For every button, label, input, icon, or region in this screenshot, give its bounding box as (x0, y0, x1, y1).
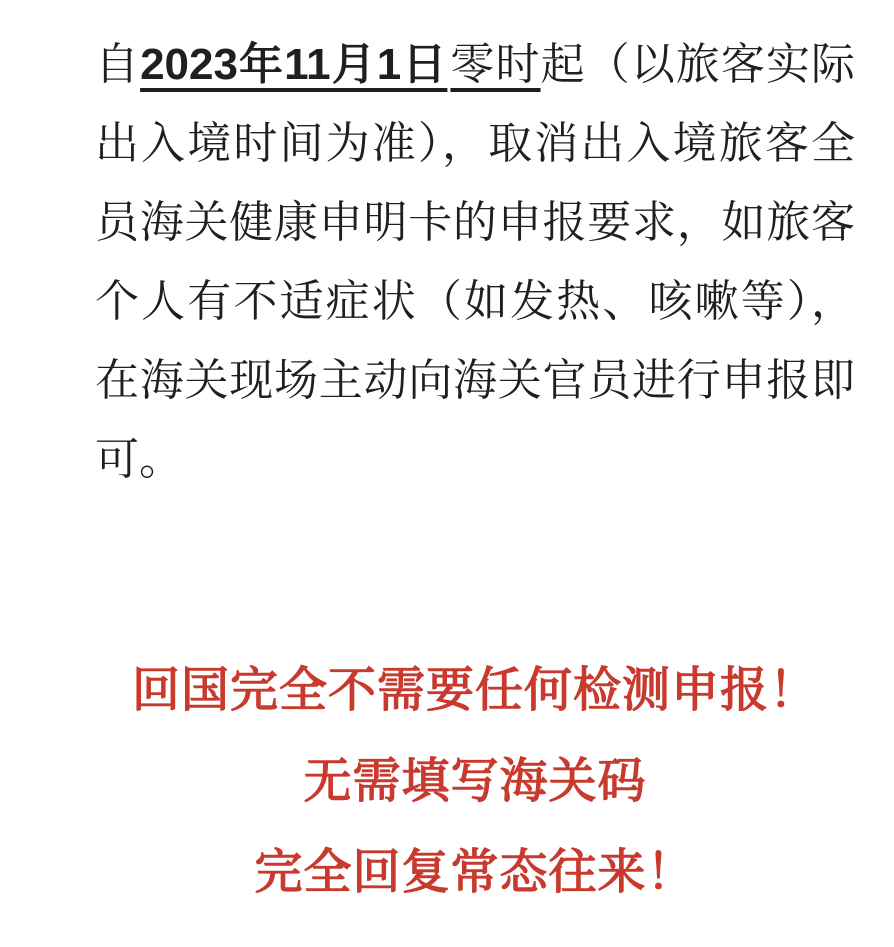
slogan-line-normal-travel: 完全回复常态往来！ (254, 846, 696, 899)
notice-paragraph (95, 25, 855, 499)
paragraph-line-6: 可。 (95, 435, 183, 484)
effective-time-text: 零时 (450, 40, 541, 89)
slogan-line-no-test-declaration: 回国完全不需要任何检测申报！ (131, 664, 818, 717)
effective-date-text: 2023年11月1日 (140, 40, 448, 89)
paragraph-line-1 (95, 25, 855, 104)
highlight-slogan-block (95, 645, 855, 918)
paragraph-line-2: 出入境时间为准），取消出入境旅客全 (95, 119, 855, 168)
paragraph-line-4: 个人有不适症状（如发热、咳嗽等）， (95, 277, 855, 326)
paragraph-line-5: 在海关现场主动向海关官员进行申报即 (95, 356, 855, 405)
slogan-line-no-customs-code: 无需填写海关码 (303, 755, 647, 808)
paragraph-line-3: 员海关健康申明卡的申报要求，如旅客 (95, 198, 855, 247)
paragraph-line-1-suffix: 起（以旅客实际 (540, 40, 856, 89)
paragraph-line-1-prefix: 自 (95, 40, 141, 89)
